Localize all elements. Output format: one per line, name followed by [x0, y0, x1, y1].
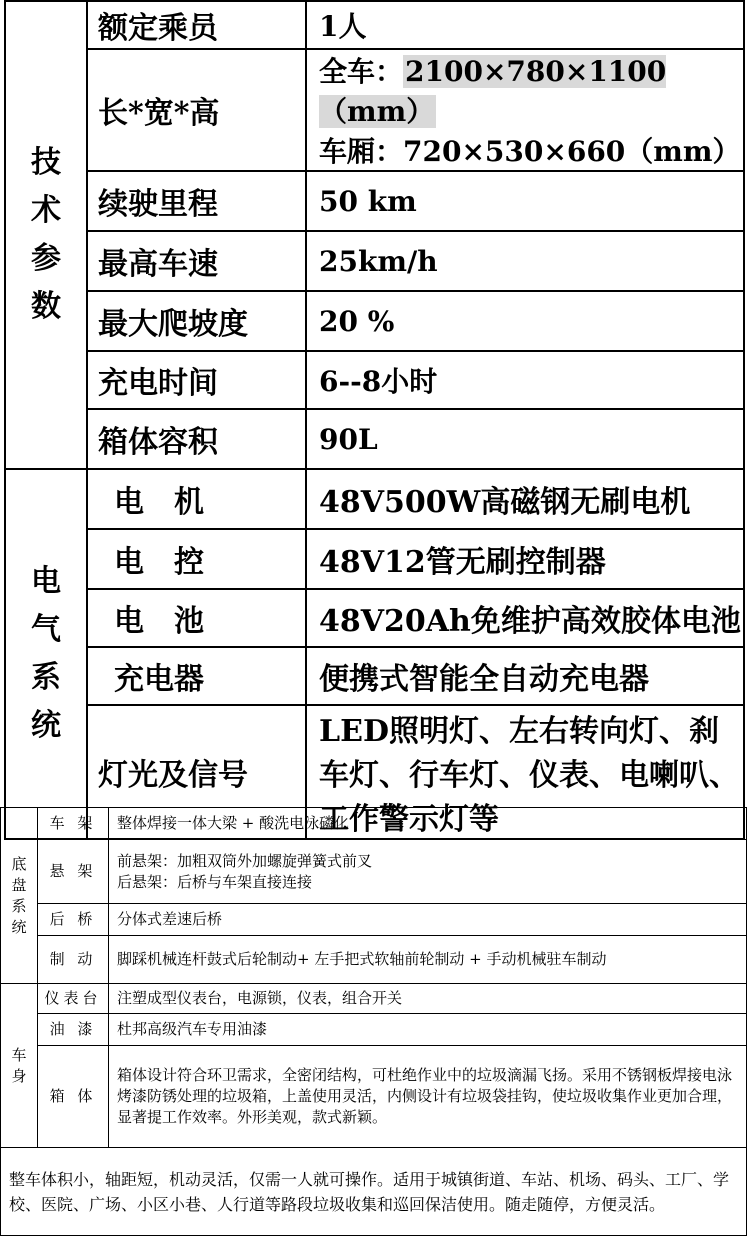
group-char: 气 — [31, 612, 61, 647]
spec-label: 电 控 — [87, 529, 306, 589]
spec-label: 最大爬坡度 — [87, 291, 306, 351]
group-char: 底 — [11, 854, 27, 873]
group-char: 身 — [11, 1066, 27, 1085]
spec-label: 电 机 — [87, 469, 306, 529]
summary-paragraph: 整车体积小，轴距短，机动灵活，仅需一人就可操作。适用于城镇街道、车站、机场、码头、工厂、学校、医院、广场、小区小巷、人行道等路段垃圾收集和巡回保洁使用。随走随停，方便灵活。 — [1, 1148, 747, 1236]
spec-value: 25km/h — [306, 231, 744, 291]
spec-value: 脚踩机械连杆鼓式后轮制动+ 左手把式软轴前轮制动 + 手动机械驻车制动 — [109, 936, 747, 984]
spec-value: 箱体设计符合环卫需求，全密闭结构，可杜绝作业中的垃圾滴漏飞扬。采用不锈钢板焊接电泳烤漆防锈处理的垃圾箱，上盖使用灵活，内侧设计有垃圾袋挂钩，使垃圾收集作业更加合理，显著提工作效率。外形美观，款式新颖。 — [109, 1046, 747, 1148]
dimension-text-highlighted: 2100×780×1100（mm） — [319, 55, 667, 128]
spec-label: 充电器 — [87, 647, 306, 705]
group-char: 电 — [31, 564, 61, 599]
dimensions-value — [306, 49, 744, 171]
spec-label: 制 动 — [38, 936, 109, 984]
chassis-body-spec-table — [0, 807, 747, 1236]
group-char: 车 — [11, 1045, 27, 1064]
spec-value: 分体式差速后桥 — [109, 904, 747, 936]
dimension-text: 720×530×660（mm） — [403, 135, 741, 168]
spec-value: 1人 — [306, 1, 744, 49]
lighting-line: LED照明灯、左右转向灯、刹 — [319, 714, 719, 749]
spec-label: 电 池 — [87, 589, 306, 647]
group-char: 参 — [31, 241, 61, 276]
tech-electrical-spec-table — [4, 0, 745, 840]
group-char: 系 — [31, 660, 61, 695]
dimension-line — [319, 130, 743, 170]
spec-label: 后 桥 — [38, 904, 109, 936]
group-electrical-system — [5, 469, 87, 839]
group-technical-params — [5, 1, 87, 469]
spec-label: 油 漆 — [38, 1014, 109, 1046]
spec-label: 续驶里程 — [87, 171, 306, 231]
spec-value: 90L — [306, 409, 744, 469]
spec-value: 注塑成型仪表台，电源锁，仪表，组合开关 — [109, 984, 747, 1014]
spec-label: 额定乘员 — [87, 1, 306, 49]
spec-value: 杜邦高级汽车专用油漆 — [109, 1014, 747, 1046]
spec-label: 悬 架 — [38, 840, 109, 904]
suspension-line: 前悬架：加粗双筒外加螺旋弹簧式前叉 — [117, 851, 373, 870]
group-chassis-system — [1, 808, 38, 984]
spec-value: 6--8小时 — [306, 351, 744, 409]
spec-value: 50 km — [306, 171, 744, 231]
group-char: 统 — [31, 708, 61, 743]
spec-label: 车 架 — [38, 808, 109, 840]
group-char: 技 — [31, 145, 61, 180]
suspension-value — [109, 840, 747, 904]
lighting-line: 车灯、行车灯、仪表、电喇叭、 — [319, 758, 739, 793]
group-char: 数 — [31, 289, 61, 324]
group-char: 术 — [31, 193, 61, 228]
spec-value: 48V500W高磁钢无刷电机 — [306, 469, 744, 529]
spec-value: 48V12管无刷控制器 — [306, 529, 744, 589]
spec-label: 充电时间 — [87, 351, 306, 409]
group-char: 系 — [11, 896, 27, 915]
spec-label: 灯光及信号 — [87, 705, 306, 839]
spec-value: 整体焊接一体大梁 + 酸洗电泳磷化 — [109, 808, 747, 840]
spec-label: 箱 体 — [38, 1046, 109, 1148]
spec-label: 最高车速 — [87, 231, 306, 291]
dimension-line — [319, 50, 743, 130]
spec-label: 箱体容积 — [87, 409, 306, 469]
spec-label: 长*宽*高 — [87, 49, 306, 171]
spec-value: 20 % — [306, 291, 744, 351]
spec-value: 便携式智能全自动充电器 — [306, 647, 744, 705]
group-char: 统 — [11, 917, 27, 936]
spec-label: 仪表台 — [38, 984, 109, 1014]
group-body — [1, 984, 38, 1148]
group-char: 盘 — [11, 875, 27, 894]
spec-value: 48V20Ah免维护高效胶体电池 — [306, 589, 744, 647]
dimension-prefix: 车厢： — [319, 135, 404, 168]
suspension-line: 后悬架：后桥与车架直接连接 — [117, 872, 313, 891]
dimension-prefix: 全车： — [319, 55, 404, 88]
lighting-line: 工作警示灯等 — [319, 802, 499, 837]
